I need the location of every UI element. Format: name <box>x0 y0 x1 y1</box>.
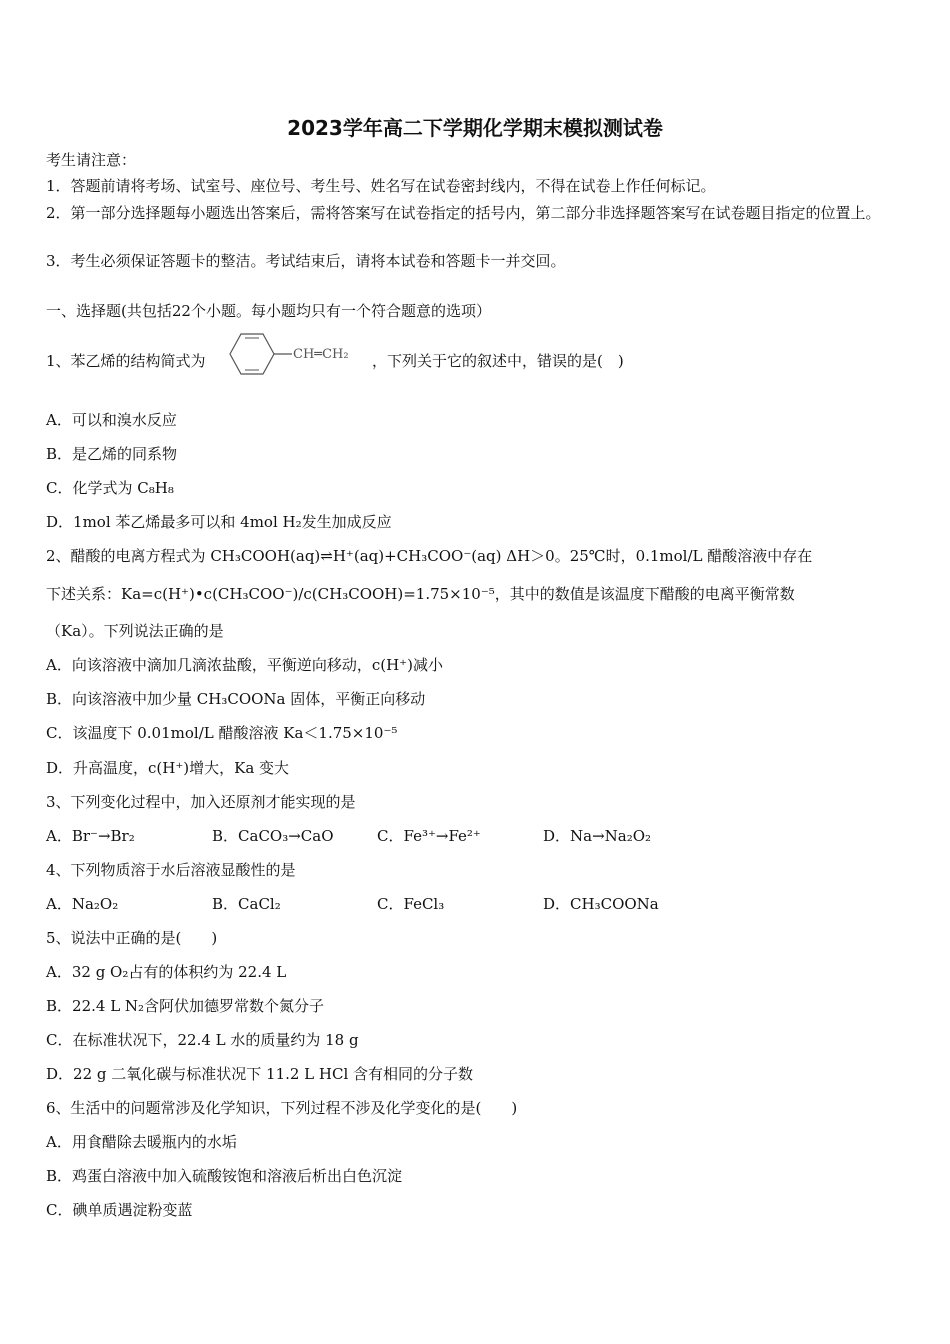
q4-option-d: D．CH₃COONa <box>543 895 659 913</box>
section-heading: 一、选择题(共包括22个小题。每小题均只有一个符合题意的选项） <box>46 302 491 320</box>
q1-option-a: A．可以和溴水反应 <box>46 411 177 429</box>
q3-stem: 3、下列变化过程中，加入还原剂才能实现的是 <box>46 793 356 811</box>
notice-item-1: 1．答题前请将考场、试室号、座位号、考生号、姓名写在试卷密封线内，不得在试卷上作任何标记。 <box>46 177 716 195</box>
q4-option-c: C．FeCl₃ <box>377 895 445 913</box>
q3-option-a: A．Br⁻→Br₂ <box>46 827 135 845</box>
q6-option-c: C．碘单质遇淀粉变蓝 <box>46 1201 193 1219</box>
q5-stem: 5、说法中正确的是( ) <box>46 929 218 947</box>
q6-option-a: A．用食醋除去暖瓶内的水垢 <box>46 1133 237 1151</box>
q1-option-b: B．是乙烯的同系物 <box>46 445 178 463</box>
q6-option-b: B．鸡蛋白溶液中加入硫酸铵饱和溶液后析出白色沉淀 <box>46 1167 403 1185</box>
notice-item-2: 2．第一部分选择题每小题选出答案后，需将答案写在试卷指定的括号内，第二部分非选择题答案写在试卷题目指定的位置上。 <box>46 204 881 222</box>
notice-item-3: 3．考生必须保证答题卡的整洁。考试结束后，请将本试卷和答题卡一并交回。 <box>46 252 566 270</box>
styrene-structure-icon <box>226 328 376 380</box>
q2-option-a: A．向该溶液中滴加几滴浓盐酸，平衡逆向移动，c(H⁺)减小 <box>46 656 443 674</box>
structure-label: CH═CH₂ <box>293 347 349 362</box>
q4-option-a: A．Na₂O₂ <box>46 895 119 913</box>
q5-option-b: B．22.4 L N₂含阿伏加德罗常数个氮分子 <box>46 997 325 1015</box>
q5-option-d: D．22 g 二氧化碳与标准状况下 11.2 L HCl 含有相同的分子数 <box>46 1065 474 1083</box>
q5-option-a: A．32 g O₂占有的体积约为 22.4 L <box>46 963 287 981</box>
q3-option-b: B．CaCO₃→CaO <box>212 827 334 845</box>
q1-option-c: C．化学式为 C₈H₈ <box>46 479 174 497</box>
q3-option-c: C．Fe³⁺→Fe²⁺ <box>377 827 481 845</box>
q6-stem: 6、生活中的问题常涉及化学知识，下列过程不涉及化学变化的是( ) <box>46 1099 518 1117</box>
q4-option-b: B．CaCl₂ <box>212 895 281 913</box>
notice-heading: 考生请注意： <box>46 151 137 169</box>
q5-option-c: C．在标准状况下，22.4 L 水的质量约为 18 g <box>46 1031 359 1049</box>
page-title: 2023学年高二下学期化学期末模拟测试卷 <box>287 116 663 140</box>
q3-option-d: D．Na→Na₂O₂ <box>543 827 652 845</box>
q1-stem-b: ，下列关于它的叙述中，错误的是( ) <box>372 352 624 370</box>
q2-option-c: C．该温度下 0.01mol/L 醋酸溶液 Ka＜1.75×10⁻⁵ <box>46 724 398 742</box>
q1-stem-a: 1、苯乙烯的结构简式为 <box>46 352 206 370</box>
q4-stem: 4、下列物质溶于水后溶液显酸性的是 <box>46 861 296 879</box>
q1-option-d: D．1mol 苯乙烯最多可以和 4mol H₂发生加成反应 <box>46 513 392 531</box>
q2-line-2: 下述关系：Ka=c(H⁺)•c(CH₃COO⁻)/c(CH₃COOH)=1.75×10⁻⁵，其中的数值是该温度下醋酸的电离平衡常数 <box>46 585 795 603</box>
q2-option-b: B．向该溶液中加少量 CH₃COONa 固体，平衡正向移动 <box>46 690 426 708</box>
q2-line-1: 2、醋酸的电离方程式为 CH₃COOH(aq)⇌H⁺(aq)+CH₃COO⁻(aq) ΔH＞0。25℃时，0.1mol/L 醋酸溶液中存在 <box>46 547 813 565</box>
q2-option-d: D．升高温度，c(H⁺)增大，Ka 变大 <box>46 759 290 777</box>
q2-line-3: （Ka）。下列说法正确的是 <box>46 622 224 640</box>
